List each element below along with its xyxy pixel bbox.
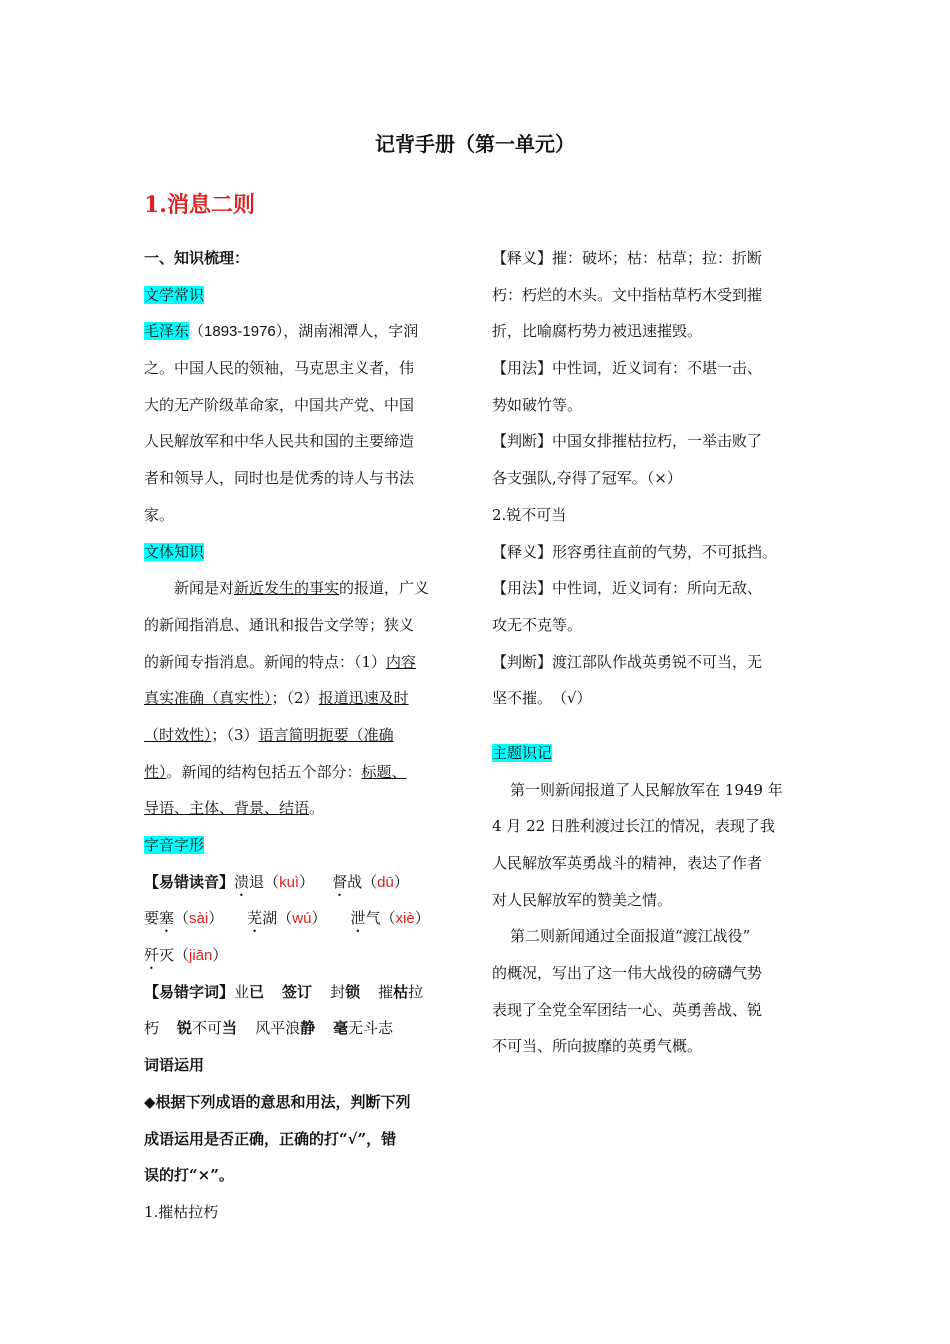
theme-line-2: 4 月 22 日胜利渡过长江的情况，表现了我 [492, 817, 775, 836]
def-line-2: 朽：朽烂的木头。文中指枯草朽木受到摧 [492, 285, 763, 304]
theme-line-6: 的概况，写出了这一伟大战役的磅礴气势 [492, 964, 763, 983]
theme-line-8: 不可当、所向披靡的英勇气概。 [492, 1037, 703, 1056]
knowledge-heading: 一、知识梳理： [144, 249, 250, 267]
author-years: （1893-1976） [189, 323, 284, 341]
pronunciation-line-1: 【易错读音】溃退（kuì） 督战（dū） [144, 872, 409, 891]
judge-line-2: 各支强队,夺得了冠军。（×） [492, 469, 682, 488]
section-title: 1.消息二则 [144, 192, 255, 218]
instruction-line-3: 误的打“×”。 [144, 1166, 234, 1185]
news-line-3: 的新闻专指消息。新闻的特点：（1）内容 [144, 652, 417, 671]
usage-line-1: 【用法】中性词，近义词有：不堪一击、 [492, 359, 763, 378]
theme-line-5: 第二则新闻通过全面报道“渡江战役” [510, 927, 751, 946]
theme-line-4: 对人民解放军的赞美之情。 [492, 890, 673, 909]
idiom-item-2: 2.锐不可当 [492, 505, 567, 524]
author-line-3: 大的无产阶级革命家，中国共产党、中国 [144, 395, 415, 414]
theme-line-7: 表现了全党全军团结一心、英勇善战、锐 [492, 1000, 763, 1019]
usage2-line-1: 【用法】中性词，近义词有：所向无敌、 [492, 579, 763, 598]
author-line-4: 人民解放军和中华人民共和国的主要缔造 [144, 432, 415, 451]
usage-heading: 词语运用 [144, 1056, 205, 1075]
pronunciation-label: 【易错读音】 [144, 872, 235, 891]
usage2-line-2: 攻无不克等。 [492, 615, 583, 634]
pronunciation-line-3: 歼灭（jiān） [144, 946, 228, 965]
left-column [144, 240, 462, 1231]
def2-line-1: 【释义】形容勇往直前的气势，不可抵挡。 [492, 542, 778, 561]
pronunciation-line-2: 要塞（sài） 芜湖（wú） 泄气（xiè） [144, 909, 430, 928]
judge2-line-1: 【判断】渡江部队作战英勇锐不可当，无 [492, 652, 763, 671]
author-line-2: 之。中国人民的领袖，马克思主义者，伟 [144, 359, 415, 378]
instruction-line-1: ◆根据下列成语的意思和用法，判断下列 [144, 1092, 411, 1111]
words-line-2: 朽 锐不可当 风平浪静 毫无斗志 [144, 1019, 394, 1038]
tag-literary-knowledge: 文学常识 [144, 285, 205, 304]
author-line-1 [144, 313, 462, 350]
news-line-4: 真实准确（真实性）；（2）报道迅速及时 [144, 689, 409, 708]
words-line-1: 【易错字词】业已 签订 封锁 摧枯拉 [144, 982, 424, 1001]
news-line-1: 新闻是对新近发生的事实的报道，广义 [174, 579, 430, 598]
tag-genre-knowledge: 文体知识 [144, 542, 205, 561]
page-title: 记背手册（第一单元） [375, 132, 575, 156]
news-line-5: （时效性）；（3）语言简明扼要（准确 [144, 725, 394, 744]
idiom-item-1: 1.摧枯拉朽 [144, 1202, 219, 1221]
instruction-line-2: 成语运用是否正确，正确的打“√”，错 [144, 1129, 397, 1148]
judge2-line-2: 坚不摧。 （√） [492, 689, 592, 708]
news-line-2: 的新闻指消息、通讯和报告文学等；狭义 [144, 615, 415, 634]
news-line-7: 导语、主体、背景、结语。 [144, 799, 325, 818]
tag-character-pronunciation: 字音字形 [144, 836, 205, 854]
def-line-1: 【释义】摧：破坏；枯：枯草；拉：折断 [492, 249, 763, 267]
usage-line-2: 势如破竹等。 [492, 395, 583, 414]
def-line-3: 折，比喻腐朽势力被迅速摧毁。 [492, 322, 703, 341]
author-line-6: 家。 [144, 505, 175, 524]
judge-line-1: 【判断】中国女排摧枯拉朽，一举击败了 [492, 432, 763, 451]
right-column [492, 240, 810, 1065]
theme-line-3: 人民解放军英勇战斗的精神，表达了作者 [492, 854, 763, 872]
theme-line-1: 第一则新闻报道了人民解放军在 1949 年 [510, 780, 783, 799]
author-line-5: 者和领导人，同时也是优秀的诗人与书法 [144, 469, 415, 488]
author-text: ，湖南湘潭人，字润 [283, 322, 419, 341]
news-line-6: 性）。新闻的结构包括五个部分：标题、 [144, 762, 407, 781]
words-label: 【易错字词】 [144, 982, 235, 1001]
author-name: 毛泽东 [144, 322, 190, 341]
tag-theme: 主题识记 [492, 743, 553, 762]
